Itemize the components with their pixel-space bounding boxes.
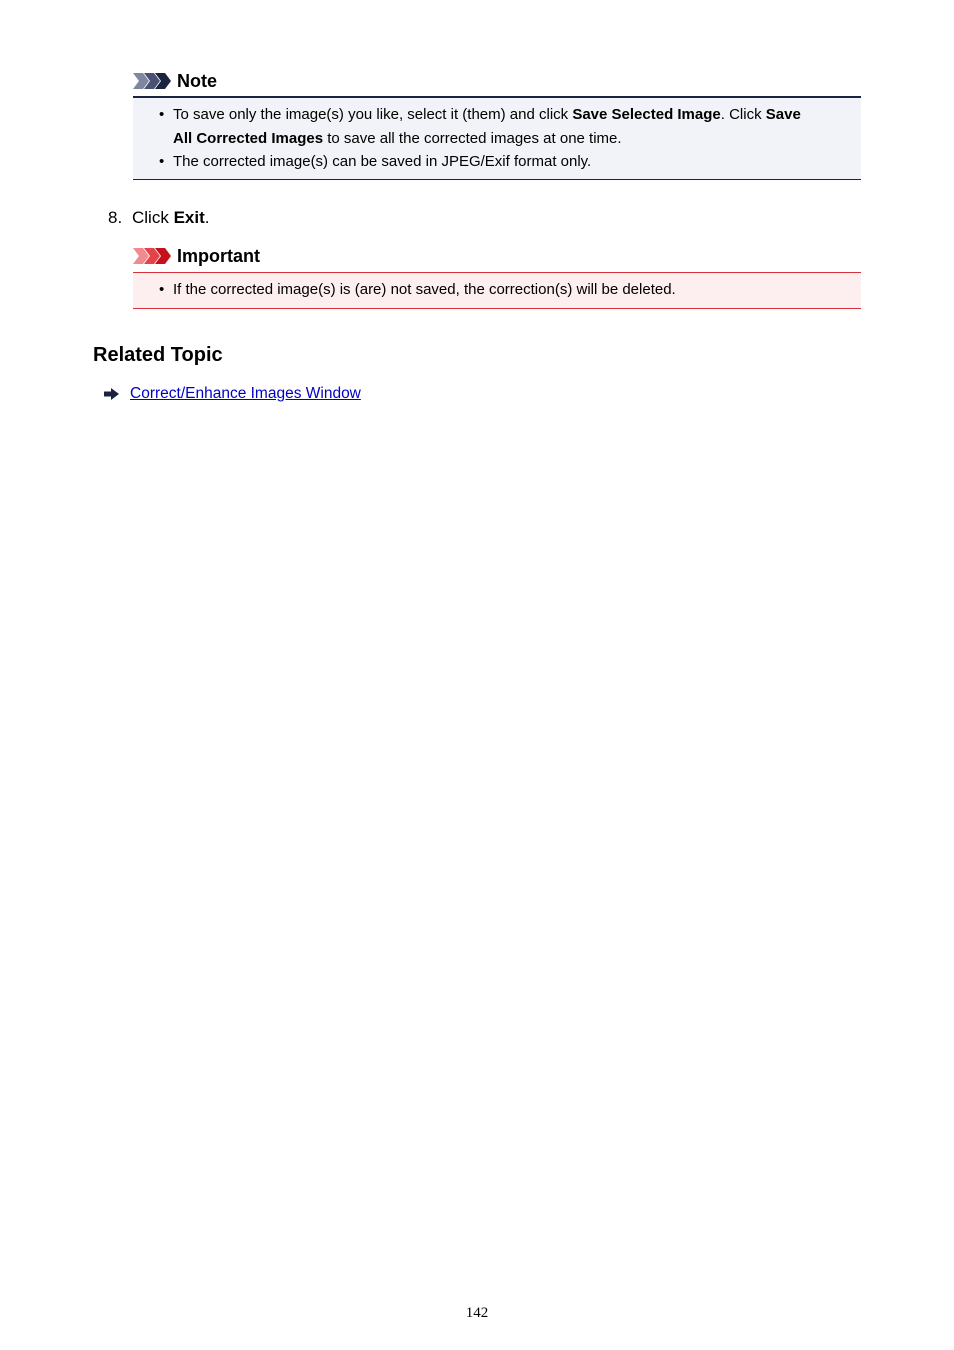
important-item-1: If the corrected image(s) is (are) not saved, the correction(s) will be deleted. — [173, 281, 676, 298]
step-prefix: Click — [132, 208, 174, 227]
related-topic-heading: Related Topic — [93, 344, 223, 366]
note-item-1 — [173, 103, 845, 151]
arrow-right-icon — [104, 388, 120, 400]
bullet: • — [159, 153, 165, 170]
text: to save all the corrected images at one time. — [323, 130, 622, 147]
step-suffix: . — [204, 208, 210, 227]
important-box — [133, 272, 861, 309]
note-box — [133, 96, 861, 180]
bullet: • — [159, 281, 165, 298]
bold-text: Save — [765, 106, 801, 123]
page-number: 142 — [465, 1305, 489, 1321]
step-bold: Exit — [173, 208, 205, 227]
important-header — [133, 245, 260, 267]
note-arrows-icon — [133, 73, 173, 89]
step-8 — [108, 206, 209, 230]
correct-enhance-images-window-link[interactable]: Correct/Enhance Images Window — [130, 385, 361, 402]
text: . Click — [720, 106, 766, 123]
important-arrows-icon — [133, 248, 173, 264]
related-link-row — [104, 382, 361, 406]
bold-text: Save Selected Image — [572, 106, 721, 123]
text: To save only the image(s) you like, select it (them) and click — [173, 106, 573, 123]
step-number: 8. — [108, 208, 123, 227]
bullet: • — [159, 106, 165, 123]
bold-text: All Corrected Images — [173, 130, 324, 147]
important-label: Important — [177, 246, 260, 266]
note-header — [133, 70, 217, 92]
note-item-2: The corrected image(s) can be saved in JPEG/Exif format only. — [173, 153, 592, 170]
note-label: Note — [177, 71, 217, 91]
